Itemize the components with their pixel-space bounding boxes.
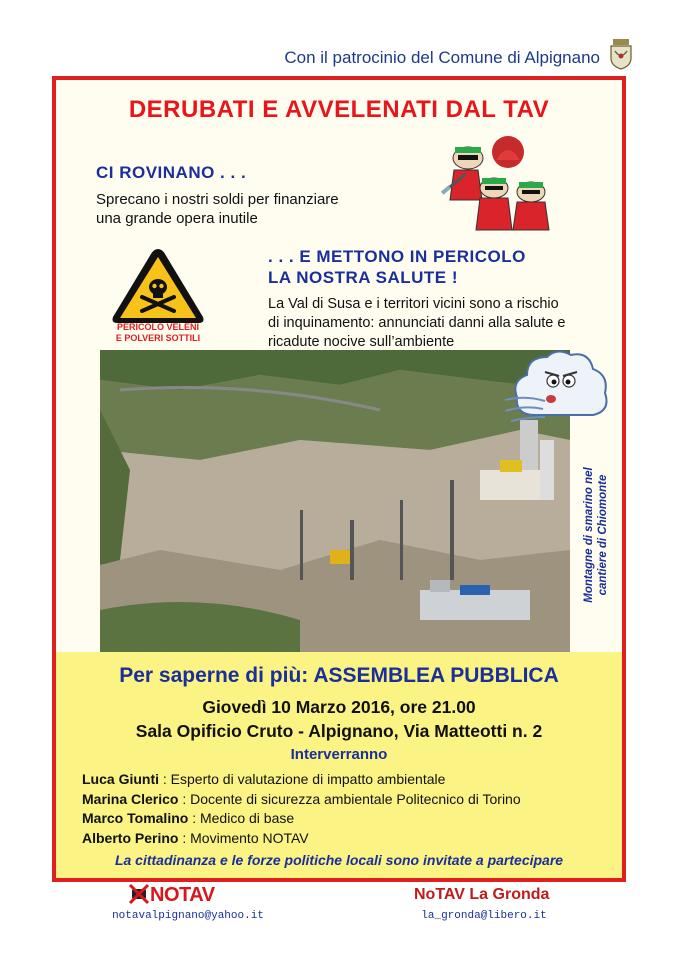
speakers-list [82,770,521,848]
notav-logo-text: NOTAV [150,884,215,906]
toxic-warning-sign-icon [108,245,208,327]
poster-title: DERUBATI E AVVELENATI DAL TAV [128,96,550,123]
la-gronda-logo: NoTAV La Gronda [414,886,550,903]
section2-text-line: di inquinamento: annunciati danni alla salute e [268,315,566,331]
photo-caption-line: cantiere di Chiomonte [597,474,609,596]
warning-sign-caption [102,322,214,344]
event-headline: Per saperne di più: ASSEMBLEA PUBBLICA [119,664,559,687]
speaker-role: : Docente di sicurezza ambientale Politecnico di Torino [178,790,521,807]
speaker-item [82,829,521,849]
speaker-name: Marina Clerico [82,790,179,807]
speaker-role: : Esperto di valutazione di impatto ambientale [159,771,446,787]
speaker-name: Marco Tomalino [82,810,189,826]
event-venue: Sala Opificio Cruto - Alpignano, Via Matteotti n. 2 [135,721,543,741]
section2-text-line: La Val di Susa e i territori vicini sono a rischio [268,296,559,312]
crossed-train-icon [128,883,150,905]
blowing-cloud-icon [505,345,615,435]
section2-text [268,295,618,352]
invitation-text: La cittadinanza e le forze politiche locali sono invitate a partecipare [114,852,564,868]
warning-sign-caption-line: PERICOLO VELENI [116,322,199,332]
speaker-name: Luca Giunti [82,771,159,787]
thieves-cartoon-icon [436,130,564,235]
speaker-item [82,809,521,829]
photo-caption [574,440,618,630]
speakers-heading: Interverranno [290,746,388,763]
section1-text-line: una grande opera inutile [96,210,258,227]
speaker-name: Alberto Perino [82,829,179,846]
speaker-role: : Movimento NOTAV [178,829,309,846]
section1-text-line: Sprecano i nostri soldi per finanziare [96,191,339,208]
warning-sign-caption-line: E POLVERI SOTTILI [115,333,201,343]
patronage-text: Con il patrocinio del Comune di Alpignano [284,48,600,67]
construction-site-photo [100,350,570,652]
speaker-role: : Medico di base [188,810,295,826]
event-date: Giovedì 10 Marzo 2016, ore 21.00 [202,697,476,717]
section1-text [96,190,396,228]
section1-heading: CI ROVINANO . . . [96,163,247,182]
municipal-crest-icon [608,38,634,70]
speaker-item [82,790,521,810]
notav-logo [128,883,215,907]
la-gronda-email-link[interactable]: la_gronda@libero.it [421,910,547,922]
section2-heading: LA NOSTRA SALUTE ! [268,268,459,287]
section2-heading: . . . E METTONO IN PERICOLO [268,247,526,266]
notav-email-link[interactable]: notavalpignano@yahoo.it [112,910,264,922]
speaker-item [82,770,521,790]
photo-caption-line: Montagne di smarino nel [583,467,595,603]
section2-text-line: ricadute nocive sull’ambiente [268,334,455,350]
